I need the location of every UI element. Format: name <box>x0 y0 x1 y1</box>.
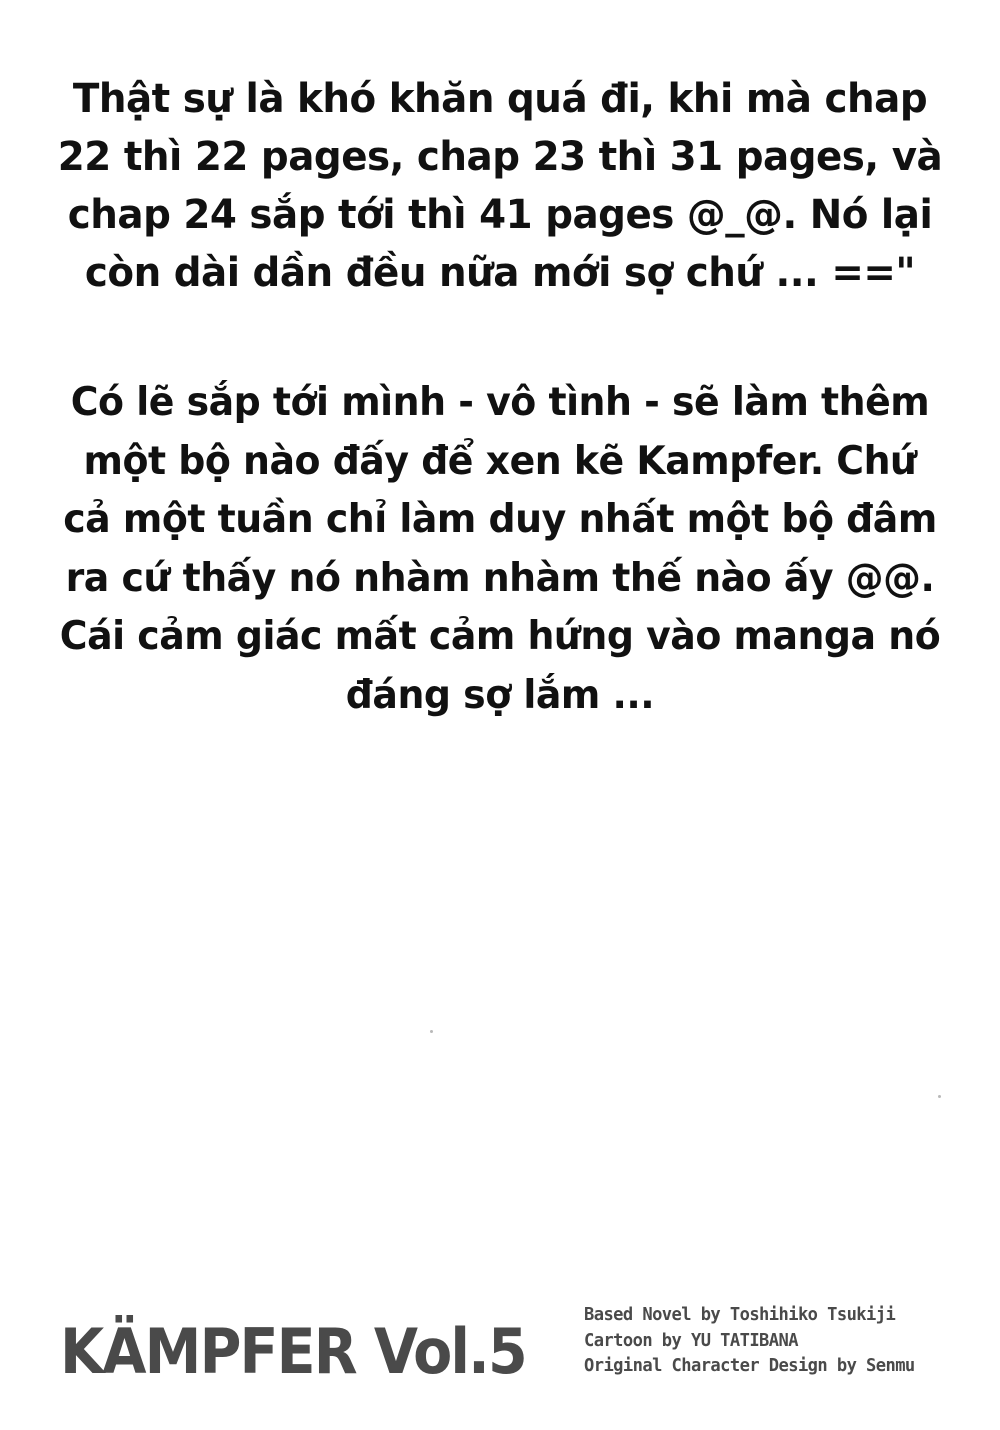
credit-line-novel: Based Novel by Toshihiko Tsukiji <box>584 1304 896 1326</box>
page-footer <box>0 1280 1000 1400</box>
author-note-paragraph-2: Có lẽ sắp tới mình - vô tình - sẽ làm thêm một bộ nào đấy để xen kẽ Kampfer. Chứ cả một tuần chỉ làm duy nhất một bộ đâm ra cứ thấy nó nhàm nhàm thế nào ấy @@. Cái cảm giác mất cảm hứng vào manga nó đáng sợ lắm ... <box>59 380 941 718</box>
credit-line-character-design: Original Character Design by Senmu <box>584 1354 915 1376</box>
footer-content <box>60 1304 932 1389</box>
credits-block <box>584 1304 932 1382</box>
dust-speck <box>430 1030 433 1033</box>
series-title-logo: KÄMPFER Vol.5 <box>60 1315 526 1389</box>
dust-speck <box>938 1095 941 1098</box>
author-note-paragraph-1: Thật sự là khó khăn quá đi, khi mà chap 22 thì 22 pages, chap 23 thì 31 pages, và chap 24 sắp tới thì 41 pages @_@. Nó lại còn dài dần đều nữa mới sợ chứ ... ==" <box>57 76 943 296</box>
credit-line-cartoon: Cartoon by YU TATIBANA <box>584 1329 799 1351</box>
author-note-block <box>40 70 960 771</box>
